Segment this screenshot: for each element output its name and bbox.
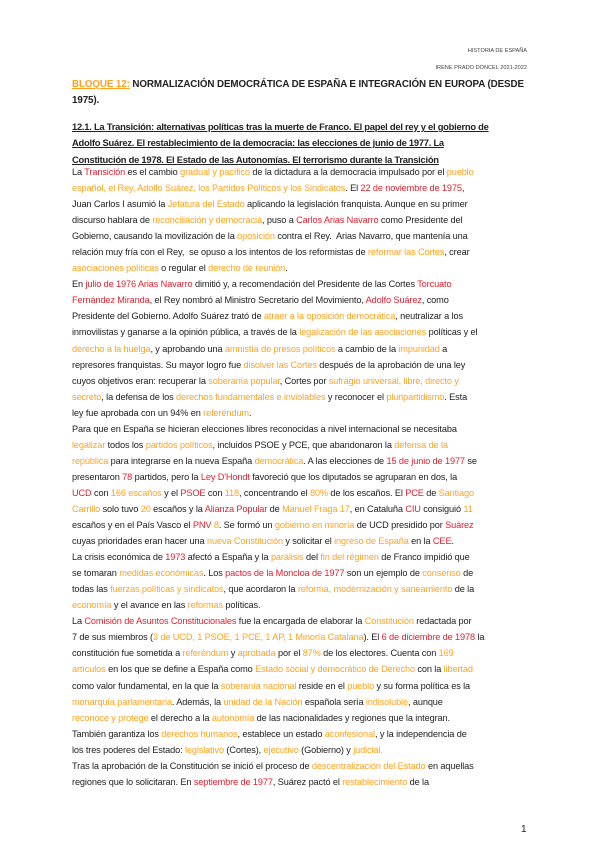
highlighted-term: legalización de las asociaciones — [299, 327, 427, 338]
text-segment: , Suárez pactó el — [272, 776, 343, 787]
highlighted-term: septiembre de 1977 — [193, 776, 273, 787]
text-segment: cuyas prioridades eran hacer una — [72, 536, 207, 547]
text-segment: redactada por — [413, 616, 472, 627]
highlighted-term: soberanía nacional — [220, 680, 297, 691]
text-segment: favoreció que los diputados se agruparan en dos, la — [249, 471, 458, 482]
text-line — [72, 597, 542, 613]
highlighted-term: autonomía — [211, 712, 255, 723]
text-segment: , que acordaron la — [223, 584, 298, 595]
highlighted-term: Ley D'Hondt — [200, 471, 250, 482]
highlighted-term: monarquía parlamentaria — [72, 696, 172, 707]
text-segment: todos los — [105, 439, 146, 450]
text-segment: , la defensa de los — [101, 391, 177, 402]
highlighted-term: reformas — [187, 600, 223, 611]
text-line — [72, 437, 542, 453]
header-author: IRENE PRADO DONCEL 2021-2022 — [435, 65, 527, 71]
text-segment: y solicitar el — [282, 536, 335, 547]
text-segment: ). El — [363, 632, 382, 643]
header-subject: HISTORIA DE ESPAÑA — [467, 48, 527, 54]
text-segment: partidos, pero la — [132, 471, 201, 482]
text-segment: en la — [408, 536, 433, 547]
text-segment: en aquellas — [425, 760, 474, 771]
text-segment: y reconocer el — [325, 391, 387, 402]
highlighted-term: economía — [72, 600, 112, 611]
block-title-text: NORMALIZACIÓN DEMOCRÁTICA DE ESPAÑA E INTEGRACIÓN EN EUROPA (DESDE — [129, 79, 524, 90]
text-line — [72, 710, 542, 726]
highlighted-term: PNV — [192, 520, 212, 531]
highlighted-term: fuerzas políticas y sindicatos — [110, 584, 224, 595]
highlighted-term: Alianza Popular — [204, 503, 268, 514]
highlighted-term: derecho de reunión — [208, 263, 286, 274]
text-line — [72, 742, 542, 758]
text-line — [72, 164, 542, 180]
text-segment: son un ejemplo de — [344, 568, 423, 579]
highlighted-term: Carlos Arias Navarro — [296, 215, 379, 226]
text-segment: La crisis económica de — [72, 552, 166, 563]
text-segment: (Gobierno) y — [298, 744, 354, 755]
text-segment: afectó a España y la — [185, 552, 271, 563]
text-segment: con la — [414, 664, 444, 675]
text-line — [72, 758, 542, 774]
text-segment: , el Rey nombró al Ministro Secretario del Movimiento, — [149, 295, 366, 306]
text-segment: como valor fundamental, en la que la — [72, 680, 221, 691]
highlighted-term: julio de 1976 Arias Navarro — [85, 279, 193, 290]
text-line — [72, 276, 542, 292]
text-segment: Presidente del Gobierno. Adolfo Suárez trató de — [72, 311, 264, 322]
highlighted-term: disolver las Cortes — [243, 359, 317, 370]
text-line — [72, 308, 542, 324]
text-segment: después de la aprobación de una ley — [316, 359, 466, 370]
text-segment: de los escaños. El — [327, 487, 406, 498]
text-segment: y el — [161, 487, 181, 498]
highlighted-term: 80% — [309, 487, 328, 498]
highlighted-term: unidad de la Nación — [223, 696, 303, 707]
highlighted-term: 20 — [140, 503, 151, 514]
highlighted-term: atraer a la oposición democrática — [263, 311, 396, 322]
highlighted-term: PCE — [405, 487, 424, 498]
highlighted-term: defensa de la — [394, 439, 448, 450]
text-line — [72, 196, 542, 212]
highlighted-term: 11 — [463, 503, 473, 514]
text-segment: de la dictadura a la democracia impulsado por el — [249, 167, 447, 177]
highlighted-term: gradual y pacífico — [180, 167, 250, 177]
text-line — [72, 228, 542, 244]
text-segment: con — [205, 487, 225, 498]
section-heading-line: Adolfo Suárez. El restablecimiento de la democracia: las elecciones de junio de 1977. La — [72, 137, 444, 149]
text-segment: La — [72, 616, 85, 627]
text-segment: y el avance en las — [111, 600, 188, 611]
text-segment: , Cortes por — [279, 375, 329, 386]
highlighted-term: soberanía popular — [208, 375, 280, 386]
text-line — [72, 180, 542, 196]
text-segment: a — [439, 343, 448, 354]
highlighted-term: aprobada — [237, 648, 276, 659]
text-segment: , crear — [444, 247, 470, 258]
text-line — [72, 726, 542, 742]
text-line — [72, 244, 542, 260]
text-segment: contra el Rey. Arias Navarro, que mantenía una — [274, 231, 468, 242]
highlighted-term: legalizar — [72, 439, 106, 450]
text-segment: de UCD presidido por — [354, 520, 446, 531]
text-segment: por el — [275, 648, 303, 659]
text-segment: regiones que lo solicitaran. En — [72, 776, 194, 787]
text-segment: represores franquistas. Su mayor logro fue — [72, 359, 244, 370]
block-title — [72, 79, 524, 90]
text-segment: a cambio de la — [335, 343, 399, 354]
text-segment: cuyos objetivos eran: recuperar la — [72, 375, 209, 386]
highlighted-term: reconciliación y democracia — [152, 215, 262, 226]
text-segment: (Cortes), — [224, 744, 264, 755]
text-segment: solo tuvo — [100, 503, 141, 514]
body-text — [72, 164, 542, 790]
highlighted-term: UCD — [72, 487, 92, 498]
text-segment: políticas y el — [426, 327, 478, 338]
text-line — [72, 661, 542, 677]
highlighted-term: Torcuato — [417, 279, 452, 290]
text-segment: inmovilistas y ganarse a la opinión pública, a través de la — [72, 327, 300, 338]
text-line — [72, 212, 542, 228]
text-segment: , incluidos PSOE y PCE, que abandonaron la — [212, 439, 395, 450]
highlighted-term: parálisis — [270, 552, 304, 563]
highlighted-term: 15 de junio de 1977 — [386, 455, 465, 466]
text-segment: dimitió y, a recomendación del Presidente de las Cortes — [192, 279, 418, 290]
highlighted-term: 8 — [213, 520, 219, 531]
text-segment: escaños y la — [150, 503, 205, 514]
text-line — [72, 613, 542, 629]
text-segment: , como — [421, 295, 449, 306]
text-line — [72, 517, 542, 533]
highlighted-term: república — [72, 455, 109, 466]
text-segment: discurso hablara de — [72, 215, 153, 226]
section-heading-line: 12.1. La Transición: alternativas políticas tras la muerte de Franco. El papel del rey y el gobierno de — [72, 121, 489, 132]
text-line — [72, 694, 542, 710]
highlighted-term: derechos fundamentales e inviolables — [176, 391, 326, 402]
highlighted-term: amnistía de presos políticos — [224, 343, 336, 354]
text-segment: reside en el — [296, 680, 348, 691]
text-segment: de las nacionalidades y regiones que la integran. — [254, 712, 450, 723]
text-segment: Para que en España se hicieran elecciones libres reconocidas a nivel internacional se necesitaba — [72, 423, 457, 434]
highlighted-term: Manuel Fraga 17 — [282, 503, 350, 514]
block-label: BLOQUE 12: — [72, 79, 130, 90]
text-segment: o regular el — [158, 263, 209, 274]
highlighted-term: 6 de diciembre de 1978 — [381, 632, 475, 643]
highlighted-term: pueblo — [347, 680, 375, 691]
text-line — [72, 389, 542, 405]
text-segment: , aunque — [407, 696, 443, 707]
text-segment: Tras la aprobación de la Constitución se inició el proceso de — [72, 760, 312, 771]
text-segment: de Franco impidió que — [378, 552, 470, 563]
text-line — [72, 292, 542, 308]
highlighted-term: reconoce y protege — [72, 712, 149, 723]
highlighted-term: derecho a la huelga — [72, 343, 151, 354]
text-segment: , puso a — [261, 215, 297, 226]
text-segment: y — [228, 648, 238, 659]
text-segment: fue la encargada de elaborar la — [236, 616, 365, 627]
highlighted-term: Comisión de Asuntos Constitucionales — [84, 616, 237, 627]
highlighted-term: democrática — [254, 455, 304, 466]
text-line — [72, 581, 542, 597]
highlighted-term: Transición — [84, 167, 126, 177]
text-line — [72, 260, 542, 276]
text-segment: . Esta — [444, 391, 468, 402]
highlighted-term: Adolfo Suárez — [365, 295, 422, 306]
highlighted-term: ingreso de España — [334, 536, 409, 547]
highlighted-term: gobierno en minoría — [274, 520, 355, 531]
highlighted-term: impunidad — [398, 343, 440, 354]
text-segment: , — [461, 183, 465, 194]
highlighted-term: referéndum — [203, 407, 249, 418]
highlighted-term: español, el Rey, Adolfo Suárez, los Partidos Políticos y los Sindicatos — [72, 183, 346, 194]
page-number: 1 — [521, 824, 527, 835]
highlighted-term: pactos de la Moncloa de 1977 — [225, 568, 345, 579]
highlighted-term: Fernández Miranda — [72, 295, 150, 306]
text-segment: de la — [452, 584, 475, 595]
text-line — [72, 341, 542, 357]
text-segment: Gobierno, causando la movilización de la — [72, 231, 238, 242]
highlighted-term: libertad — [443, 664, 473, 675]
text-line — [72, 678, 542, 694]
text-segment: en los que se define a España como — [105, 664, 256, 675]
text-segment: consiguió — [420, 503, 464, 514]
section-heading — [72, 119, 538, 168]
highlighted-term: fin del régimen — [320, 552, 379, 563]
text-segment: . — [248, 407, 252, 418]
highlighted-term: reformar las Cortes — [367, 247, 445, 258]
highlighted-term: descentralización del Estado — [311, 760, 426, 771]
highlighted-term: 169 — [438, 648, 454, 659]
highlighted-term: pueblo — [446, 167, 474, 177]
highlighted-term: Jefatura del Estado — [167, 199, 245, 210]
text-segment: se tomaran — [72, 568, 120, 579]
text-segment: española sería — [302, 696, 366, 707]
highlighted-term: Constitución — [364, 616, 414, 627]
text-segment: escaños y en el País Vasco el — [72, 520, 193, 531]
highlighted-term: 1973 — [165, 552, 186, 563]
text-segment: También garantiza los — [72, 728, 162, 739]
text-line — [72, 565, 542, 581]
highlighted-term: 78 — [122, 471, 133, 482]
text-segment: . — [451, 536, 454, 547]
text-segment: los tres poderes del Estado: — [72, 744, 185, 755]
text-segment: con — [91, 487, 111, 498]
text-line — [72, 324, 542, 340]
text-segment: de — [423, 487, 439, 498]
text-segment: ley fue aprobada con un 94% en — [72, 407, 204, 418]
block-title-cont: 1975). — [72, 95, 100, 106]
text-line — [72, 373, 542, 389]
highlighted-term: consenso — [422, 568, 461, 579]
text-segment: de la — [407, 776, 429, 787]
highlighted-term: 22 de noviembre de 1975 — [360, 183, 462, 194]
text-line — [72, 533, 542, 549]
highlighted-term: CEE — [432, 536, 452, 547]
highlighted-term: artículos — [72, 664, 106, 675]
text-segment: se — [464, 455, 477, 466]
text-segment: , en Cataluña — [349, 503, 406, 514]
text-segment: y su forma política es la — [374, 680, 471, 691]
highlighted-term: partidos políticos — [145, 439, 213, 450]
text-line — [72, 453, 542, 469]
text-segment: para integrarse en la nueva España — [108, 455, 255, 466]
highlighted-term: aconfesional — [324, 728, 375, 739]
text-segment: La — [72, 167, 85, 177]
text-segment: . — [285, 263, 288, 274]
highlighted-term: indisoluble — [365, 696, 408, 707]
text-segment: . Los — [203, 568, 226, 579]
highlighted-term: PSOE — [180, 487, 206, 498]
text-line — [72, 469, 542, 485]
text-segment: Juan Carlos I asumió la — [72, 199, 168, 210]
text-segment: 7 de sus miembros ( — [72, 632, 153, 643]
highlighted-term: CIU — [405, 503, 421, 514]
text-segment: , neutralizar a los — [395, 311, 463, 322]
highlighted-term: 166 escaños — [110, 487, 162, 498]
text-line — [72, 485, 542, 501]
highlighted-term: 118 — [224, 487, 240, 498]
text-line — [72, 645, 542, 661]
highlighted-term: referéndum — [182, 648, 229, 659]
text-line — [72, 357, 542, 373]
highlighted-term: Estado social y democrático de Derecho — [255, 664, 415, 675]
text-segment: . El — [345, 183, 361, 194]
text-line — [72, 774, 542, 790]
text-segment: relación muy fría con el Rey, se opuso a los intentos de los reformistas de — [72, 247, 368, 258]
highlighted-term: derechos humanos — [161, 728, 238, 739]
text-segment: . A las elecciones de — [303, 455, 387, 466]
highlighted-term: ejecutivo — [263, 744, 299, 755]
text-segment: del — [303, 552, 321, 563]
text-segment: es el cambio — [125, 167, 181, 177]
text-segment: constitución fue sometida a — [72, 648, 183, 659]
highlighted-term: Suárez — [445, 520, 474, 531]
highlighted-term: asociaciones políticas — [72, 263, 159, 274]
text-segment: , y la independencia de — [374, 728, 467, 739]
text-line — [72, 421, 542, 437]
text-segment: . Se formó un — [218, 520, 275, 531]
text-segment: el derecho a la — [148, 712, 212, 723]
section-heading-line: Constitución de 1978. El Estado de las Autonomías. El terrorismo durante la Transición — [72, 153, 439, 165]
text-segment: aplicando la legislación franquista. Aunque en su primer — [244, 199, 468, 210]
text-segment: , establece un estado — [237, 728, 325, 739]
text-line — [72, 629, 542, 645]
highlighted-term: restablecimiento — [342, 776, 408, 787]
text-segment: de — [460, 568, 474, 579]
highlighted-term: sufragio universal, libre, directo y — [328, 375, 459, 386]
highlighted-term: judicial. — [353, 744, 383, 755]
text-segment: , y aprobando una — [150, 343, 225, 354]
text-segment: . Además, la — [171, 696, 224, 707]
highlighted-term: reforma, modernización y saneamiento — [297, 584, 453, 595]
highlighted-term: medidas económicas — [119, 568, 204, 579]
highlighted-term: pluripartidismo — [386, 391, 445, 402]
highlighted-term: legislativo — [184, 744, 224, 755]
highlighted-term: 3 de UCD, 1 PSOE, 1 PCE, 1 AP, 1 Minoría Catalana — [152, 632, 364, 643]
text-segment: todas las — [72, 584, 111, 595]
text-line — [72, 501, 542, 517]
text-segment: de — [267, 503, 283, 514]
highlighted-term: 87% — [302, 648, 321, 659]
text-line — [72, 405, 542, 421]
highlighted-term: secreto — [72, 391, 102, 402]
highlighted-term: nueva Constitución — [206, 536, 283, 547]
text-segment: como Presidente del — [378, 215, 463, 226]
text-segment: la — [475, 632, 485, 643]
text-segment: presentaron — [72, 471, 123, 482]
highlighted-term: Santiago — [438, 487, 474, 498]
text-segment: En — [72, 279, 86, 290]
text-segment: políticas. — [222, 600, 261, 611]
text-line — [72, 549, 542, 565]
highlighted-term: oposición — [237, 231, 275, 242]
text-segment: de los electores. Cuenta con — [320, 648, 439, 659]
highlighted-term: Carrillo — [72, 503, 101, 514]
text-segment: , concentrando el — [239, 487, 310, 498]
